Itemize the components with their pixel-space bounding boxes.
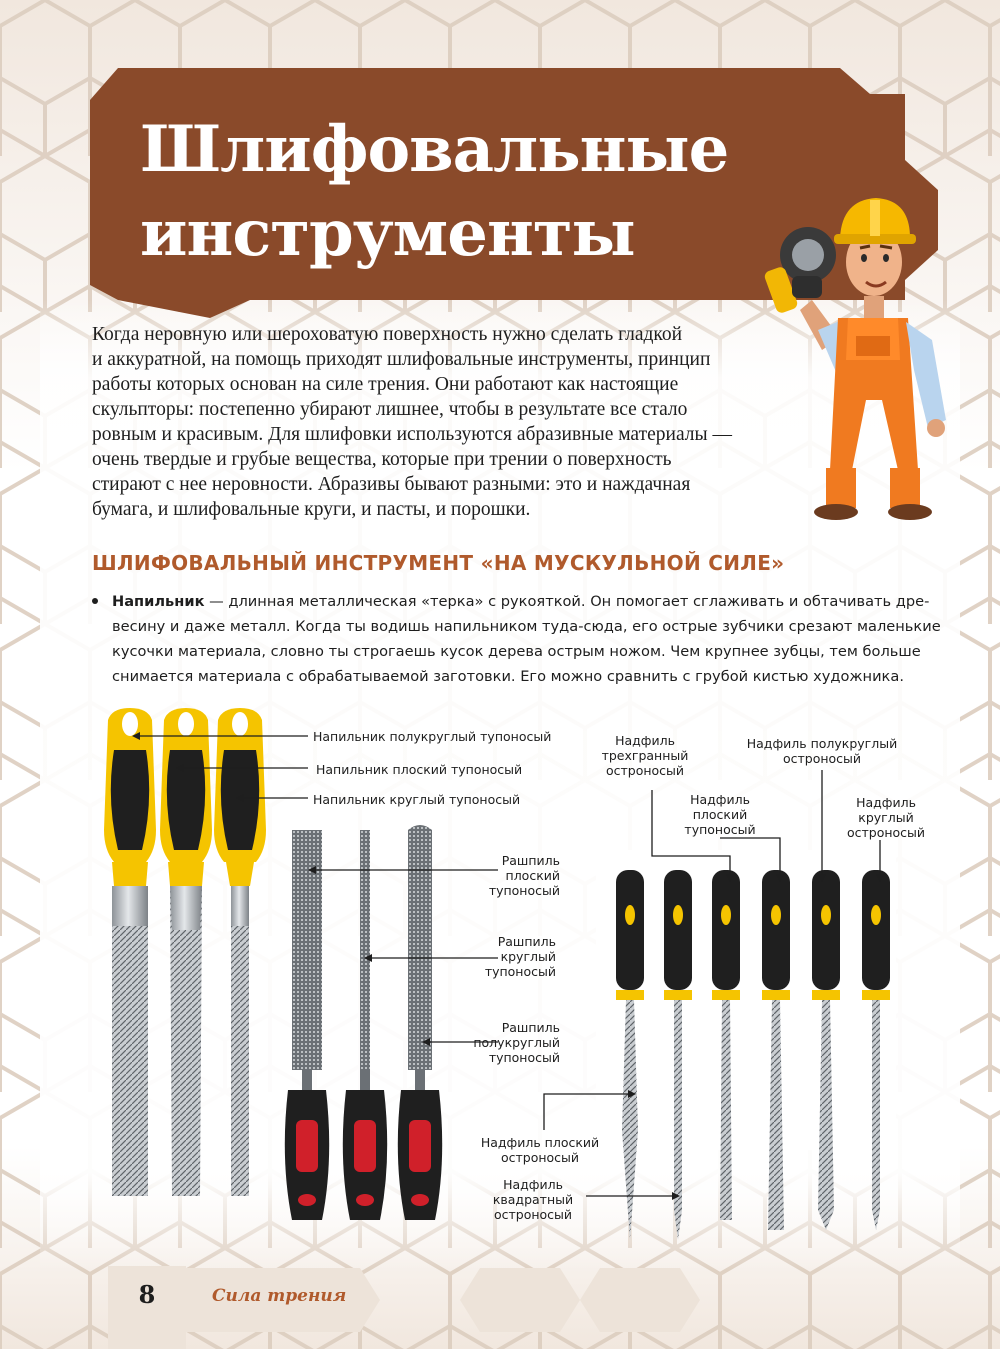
intro-paragraph: [92, 322, 792, 522]
bullet-line-1: [112, 589, 942, 614]
bullet-dot-icon: [92, 598, 98, 604]
title-line-2: инструменты: [140, 196, 635, 271]
label-needle-triangular: Надфиль трехгранный остроносый: [601, 733, 689, 778]
intro-line: работы которых основан на силе трения. Они работают как настоящие: [92, 374, 679, 395]
bullet-line-2: весину и даже металл. Когда ты водишь напильником туда-сюда, его острые зубчики срезают маленькие: [112, 618, 941, 635]
intro-line: и аккуратной, на помощь приходят шлифовальные инструменты, принцип: [92, 349, 711, 370]
label-rasp-round: Рашпиль круглый тупоносый: [484, 934, 556, 979]
intro-line: скульпторы: постепенно убирают лишнее, чтобы в результате все стало: [92, 399, 688, 420]
label-file-round: Напильник круглый тупоносый: [313, 792, 521, 807]
label-needle-half-round: Надфиль полукруглый остроносый: [746, 736, 898, 766]
section-heading: ШЛИФОВАЛЬНЫЙ ИНСТРУМЕНТ «НА МУСКУЛЬНОЙ СИЛЕ»: [92, 551, 785, 575]
label-file-half-round: Напильник полукруглый тупоносый: [313, 729, 552, 744]
label-file-flat: Напильник плоский тупоносый: [316, 762, 523, 777]
bullet-line-4: снимается материала с обрабатываемой заготовки. Его можно сравнить с грубой кистью художника.: [112, 668, 904, 685]
intro-line: бумага, и шлифовальные круги, и пасты, и порошки.: [92, 499, 531, 520]
rasps-group: [285, 825, 442, 1220]
page-number: 8: [138, 1280, 156, 1309]
bullet-text: — длинная металлическая «терка» с рукояткой. Он помогает сглаживать и обтачивать дре-: [204, 593, 930, 610]
label-needle-flat-sharp: Надфиль плоский остроносый: [480, 1135, 600, 1165]
files-group: [104, 708, 266, 1196]
label-needle-flat-blunt: Надфиль плоский тупоносый: [684, 792, 756, 837]
intro-line: Когда неровную или шероховатую поверхность нужно сделать гладкой: [92, 324, 683, 345]
chapter-label: Сила трения: [212, 1286, 347, 1306]
intro-line: очень твердые и грубые вещества, которые при трении о поверхность: [92, 449, 672, 470]
bullet-line-3: кусочки материала, словно ты строгаешь кусок дерева острым ножом. Чем крупнее зубцы, тем больше: [112, 643, 921, 660]
needle-files-group: [596, 850, 896, 1240]
label-needle-round: Надфиль круглый остроносый: [846, 795, 926, 840]
title-line-1: Шлифовальные: [140, 112, 729, 187]
bullet-term: Напильник: [112, 593, 205, 610]
label-needle-square: Надфиль квадратный остроносый: [492, 1177, 574, 1222]
bullet-paragraph: [112, 589, 942, 689]
page-title: [140, 108, 728, 276]
intro-line: ровным и красивым. Для шлифовки используются абразивные материалы —: [92, 424, 732, 445]
intro-line: стирают с нее неровности. Абразивы бывают разными: это и наждачная: [92, 474, 691, 495]
label-rasp-half-round: Рашпиль полукруглый тупоносый: [473, 1020, 560, 1065]
label-rasp-flat: Рашпиль плоский тупоносый: [488, 853, 560, 898]
